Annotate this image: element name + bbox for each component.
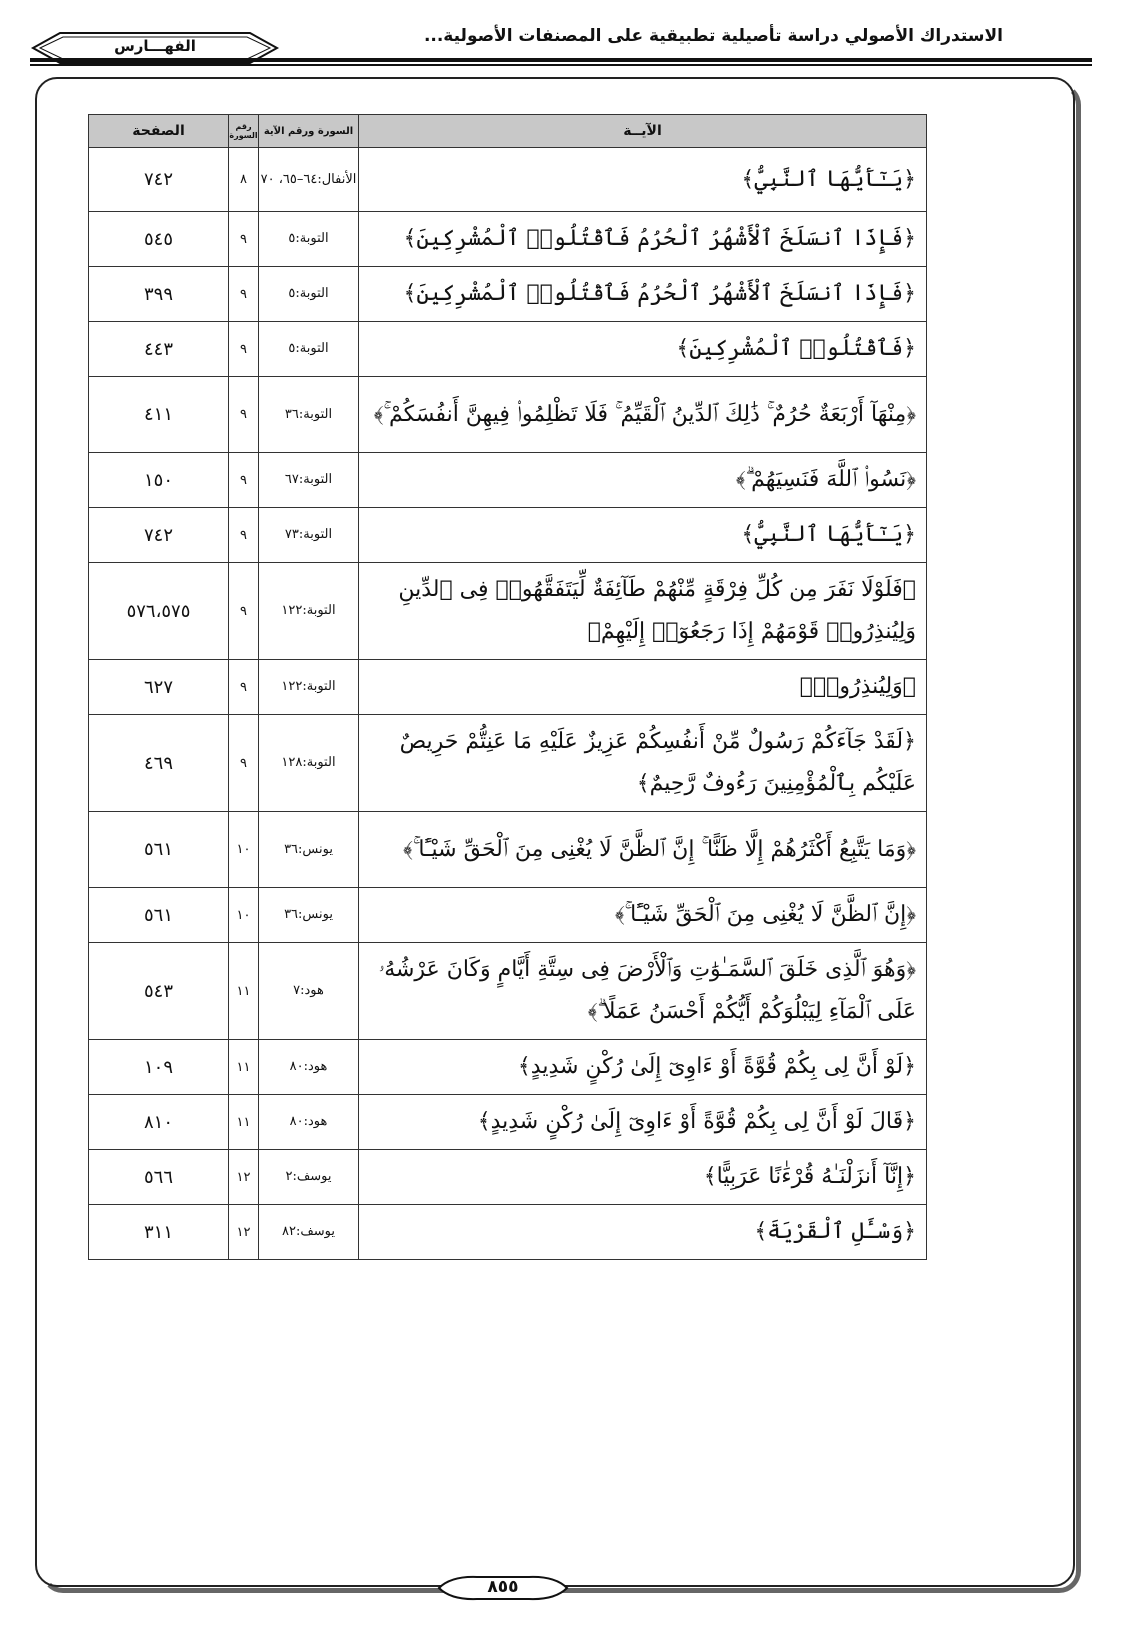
verse-cell: ﴿يَـٰٓأَيُّهَا ٱلنَّبِيُّ﴾ [359,508,927,563]
surah-number-cell: ٩ [229,212,259,267]
table-row [89,660,927,715]
surah-number-cell: ٩ [229,508,259,563]
verse-cell: ﴿وَسْـَٔلِ ٱلْقَرْيَةَ﴾ [359,1205,927,1260]
verse-cell: ﴿نَسُوا۟ ٱللَّهَ فَنَسِيَهُمْ ۗ﴾ [359,453,927,508]
ref-cell: يونس:٣٦ [259,888,359,943]
ref-cell: هود:٨٠ [259,1040,359,1095]
verse-cell: ﴿يَـٰٓأَيُّهَا ٱلنَّبِيُّ﴾ [359,148,927,212]
page-number-pill [437,1574,569,1602]
verse-cell: ﴿وَهُوَ ٱلَّذِى خَلَقَ ٱلسَّمَـٰوَٰتِ وَٱلْأَرْضَ فِى سِتَّةِ أَيَّامٍ وَكَانَ عَرْشُهُۥ عَلَى ٱلْمَآءِ لِيَبْلُوَكُمْ أَيُّكُمْ أَحْسَنُ عَمَلًا ۗ﴾ [359,943,927,1040]
page-cell: ٣٩٩ [89,267,229,322]
page-cell: ٤٤٣ [89,322,229,377]
verse-cell: ﴿وَلِيُنذِرُوا۟﴾ [359,660,927,715]
verse-cell: ﴿فَلَوْلَا نَفَرَ مِن كُلِّ فِرْقَةٍ مِّنْهُمْ طَآئِفَةٌ لِّيَتَفَقَّهُوا۟ فِى ٱلدِّينِ وَلِيُنذِرُوا۟ قَوْمَهُمْ إِذَا رَجَعُوٓا۟ إِلَيْهِمْ﴾ [359,563,927,660]
table-row [89,148,927,212]
table-row [89,888,927,943]
surah-number-cell: ٨ [229,148,259,212]
table-row [89,1095,927,1150]
surah-number-cell: ١٠ [229,812,259,888]
ref-cell: هود:٨٠ [259,1095,359,1150]
ref-cell: هود:٧ [259,943,359,1040]
page-cell: ٣١١ [89,1205,229,1260]
verse-cell: ﴿لَقَدْ جَآءَكُمْ رَسُولٌ مِّنْ أَنفُسِكُمْ عَزِيزٌ عَلَيْهِ مَا عَنِتُّمْ حَرِيصٌ عَلَيْكُم بِٱلْمُؤْمِنِينَ رَءُوفٌ رَّحِيمٌ﴾ [359,715,927,812]
verse-cell: ﴿فَٱقْتُلُوا۟ ٱلْمُشْرِكِينَ﴾ [359,322,927,377]
table-row [89,943,927,1040]
page-cell: ١٥٠ [89,453,229,508]
ref-cell: التوبة:١٢٢ [259,660,359,715]
table-row [89,267,927,322]
verse-cell: ﴿فَإِذَا ٱنسَلَخَ ٱلْأَشْهُرُ ٱلْحُرُمُ فَٱقْتُلُوا۟ ٱلْمُشْرِكِينَ﴾ [359,212,927,267]
page-cell: ٦٢٧ [89,660,229,715]
ref-cell: التوبة:٥ [259,322,359,377]
page-cell: ٤٦٩ [89,715,229,812]
table-row [89,453,927,508]
verse-cell: ﴿إِنَّآ أَنزَلْنَـٰهُ قُرْءَٰنًا عَرَبِيًّا﴾ [359,1150,927,1205]
page-cell: ٥٦١ [89,812,229,888]
page-cell: ١٠٩ [89,1040,229,1095]
verse-index-table [88,114,927,1260]
ref-cell: التوبة:١٢٨ [259,715,359,812]
surah-number-cell: ١٢ [229,1205,259,1260]
surah-number-cell: ٩ [229,453,259,508]
verse-cell: ﴿مِنْهَآ أَرْبَعَةٌ حُرُمٌ ۚ ذَٰلِكَ ٱلدِّينُ ٱلْقَيِّمُ ۚ فَلَا تَظْلِمُوا۟ فِيهِنَّ أَنفُسَكُمْ ۚ﴾ [359,377,927,453]
surah-number-cell: ٩ [229,715,259,812]
table-row [89,377,927,453]
page-cell: ٤١١ [89,377,229,453]
header-page: الصفحة [89,115,229,148]
table-row [89,1040,927,1095]
table-header-row [89,115,927,148]
header-surah-no: رقم السورة [229,115,259,148]
page-cell: ٧٤٢ [89,148,229,212]
ref-cell: التوبة:٧٣ [259,508,359,563]
ref-cell: التوبة:٣٦ [259,377,359,453]
verse-cell: ﴿وَمَا يَتَّبِعُ أَكْثَرُهُمْ إِلَّا ظَنًّا ۚ إِنَّ ٱلظَّنَّ لَا يُغْنِى مِنَ ٱلْحَقِّ شَيْـًٔا ۚ﴾ [359,812,927,888]
table-row [89,1205,927,1260]
page-cell: ٥٤٥ [89,212,229,267]
surah-number-cell: ١٠ [229,888,259,943]
page-number: ٨٥٥ [487,1577,519,1597]
surah-number-cell: ٩ [229,322,259,377]
ref-cell: التوبة:٦٧ [259,453,359,508]
header-rule-thin [30,64,1092,66]
table-body [89,148,927,1260]
surah-number-cell: ٩ [229,377,259,453]
table-row [89,212,927,267]
header-rule-thick [30,58,1092,62]
page-cell: ٥٦٦ [89,1150,229,1205]
surah-number-cell: ١١ [229,1095,259,1150]
verse-cell: ﴿إِنَّ ٱلظَّنَّ لَا يُغْنِى مِنَ ٱلْحَقِّ شَيْـًٔا ۚ﴾ [359,888,927,943]
header-ref: السورة ورقم الآية [259,115,359,148]
surah-number-cell: ٩ [229,660,259,715]
ref-cell: الأنفال:٦٤–٦٥، ٧٠ [259,148,359,212]
verse-cell: ﴿فَإِذَا ٱنسَلَخَ ٱلْأَشْهُرُ ٱلْحُرُمُ فَٱقْتُلُوا۟ ٱلْمُشْرِكِينَ﴾ [359,267,927,322]
page-cell: ٨١٠ [89,1095,229,1150]
table-row [89,1150,927,1205]
ref-cell: التوبة:٥ [259,212,359,267]
verse-cell: ﴿قَالَ لَوْ أَنَّ لِى بِكُمْ قُوَّةً أَوْ ءَاوِىٓ إِلَىٰ رُكْنٍ شَدِيدٍ﴾ [359,1095,927,1150]
table-row [89,322,927,377]
ref-cell: التوبة:٥ [259,267,359,322]
surah-number-cell: ١٢ [229,1150,259,1205]
verse-cell: ﴿لَوْ أَنَّ لِى بِكُمْ قُوَّةً أَوْ ءَاوِىٓ إِلَىٰ رُكْنٍ شَدِيدٍ﴾ [359,1040,927,1095]
surah-number-cell: ١١ [229,1040,259,1095]
table-row [89,715,927,812]
ref-cell: يونس:٣٦ [259,812,359,888]
page-cell: ٥٧٦،٥٧٥ [89,563,229,660]
table-row [89,563,927,660]
page-cell: ٧٤٢ [89,508,229,563]
ref-cell: يوسف:٨٢ [259,1205,359,1260]
page-cell: ٥٤٣ [89,943,229,1040]
table-row [89,812,927,888]
surah-number-cell: ٩ [229,563,259,660]
surah-number-cell: ١١ [229,943,259,1040]
section-label: الفهـــارس [114,37,196,55]
page-cell: ٥٦١ [89,888,229,943]
page-header [0,0,1121,80]
header-verse: الآيــة [359,115,927,148]
book-title: الاستدراك الأصولي دراسة تأصيلية تطبيقية على المصنفات الأصولية... [423,26,1003,46]
surah-number-cell: ٩ [229,267,259,322]
table-row [89,508,927,563]
ref-cell: يوسف:٢ [259,1150,359,1205]
ref-cell: التوبة:١٢٢ [259,563,359,660]
